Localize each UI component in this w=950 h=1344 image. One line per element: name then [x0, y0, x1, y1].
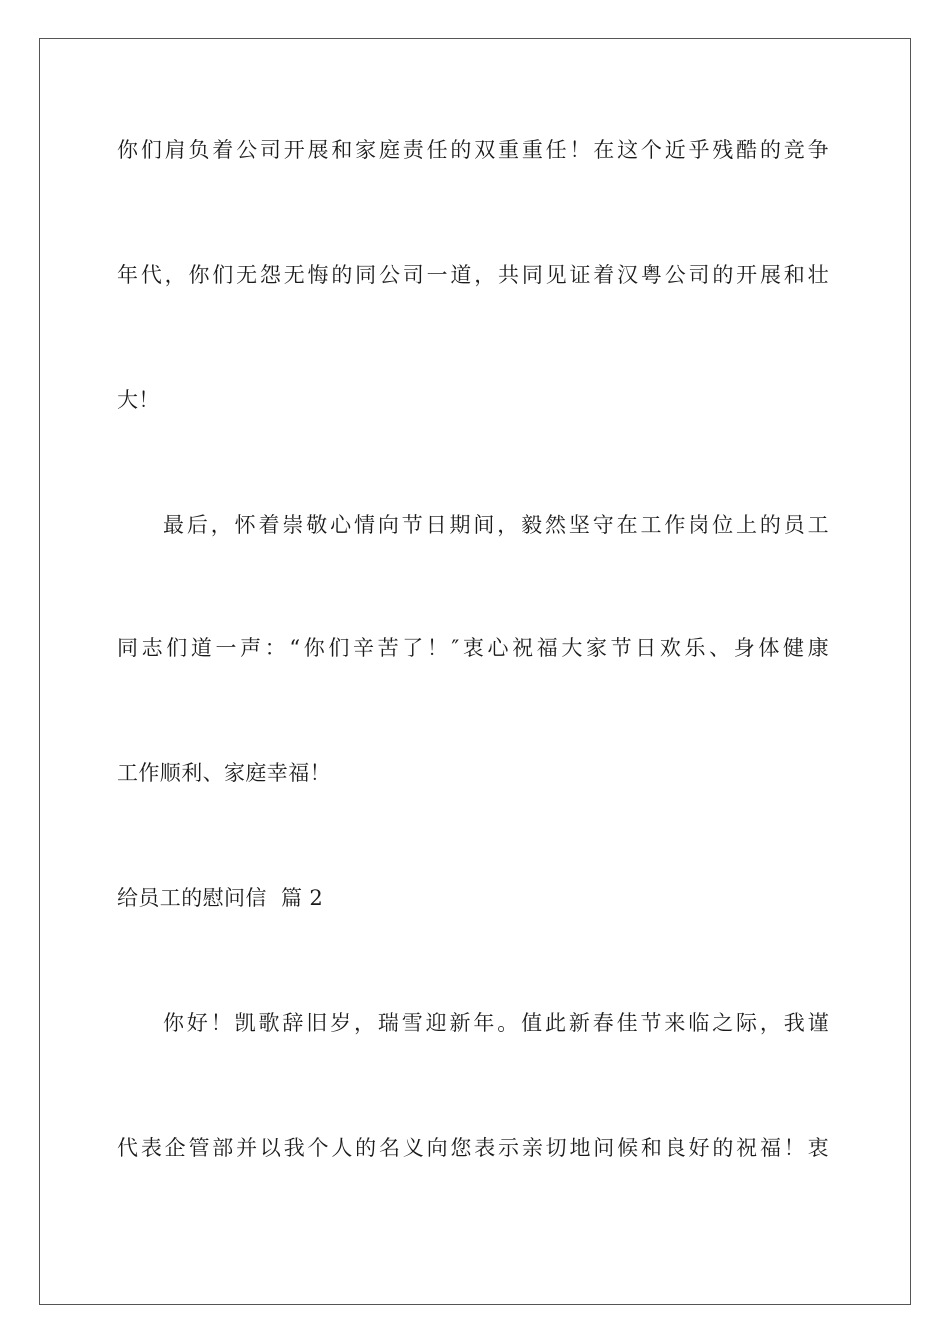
body-text-line: 代表企管部并以我个人的名义向您表示亲切地问候和良好的祝福！衷 [117, 1136, 829, 1160]
body-text-line: 最后，怀着崇敬心情向节日期间，毅然坚守在工作岗位上的员工 [163, 513, 829, 537]
body-text-line: 年代，你们无怨无悔的同公司一道，共同见证着汉粤公司的开展和壮 [117, 263, 829, 287]
page-border [39, 38, 911, 1305]
section-heading: 给员工的慰问信 篇 2 [117, 886, 324, 910]
body-text-line: 你们肩负着公司开展和家庭责任的双重重任！在这个近乎残酷的竞争 [117, 138, 829, 162]
body-text-line: 你好！凯歌辞旧岁，瑞雪迎新年。值此新春佳节来临之际，我谨 [163, 1011, 829, 1035]
body-text-line: 大！ [117, 388, 160, 412]
body-text-line: 工作顺利、家庭幸福！ [117, 761, 331, 785]
body-text-line: 同志们道一声：“你们辛苦了！″衷心祝福大家节日欢乐、身体健康 [117, 636, 829, 660]
